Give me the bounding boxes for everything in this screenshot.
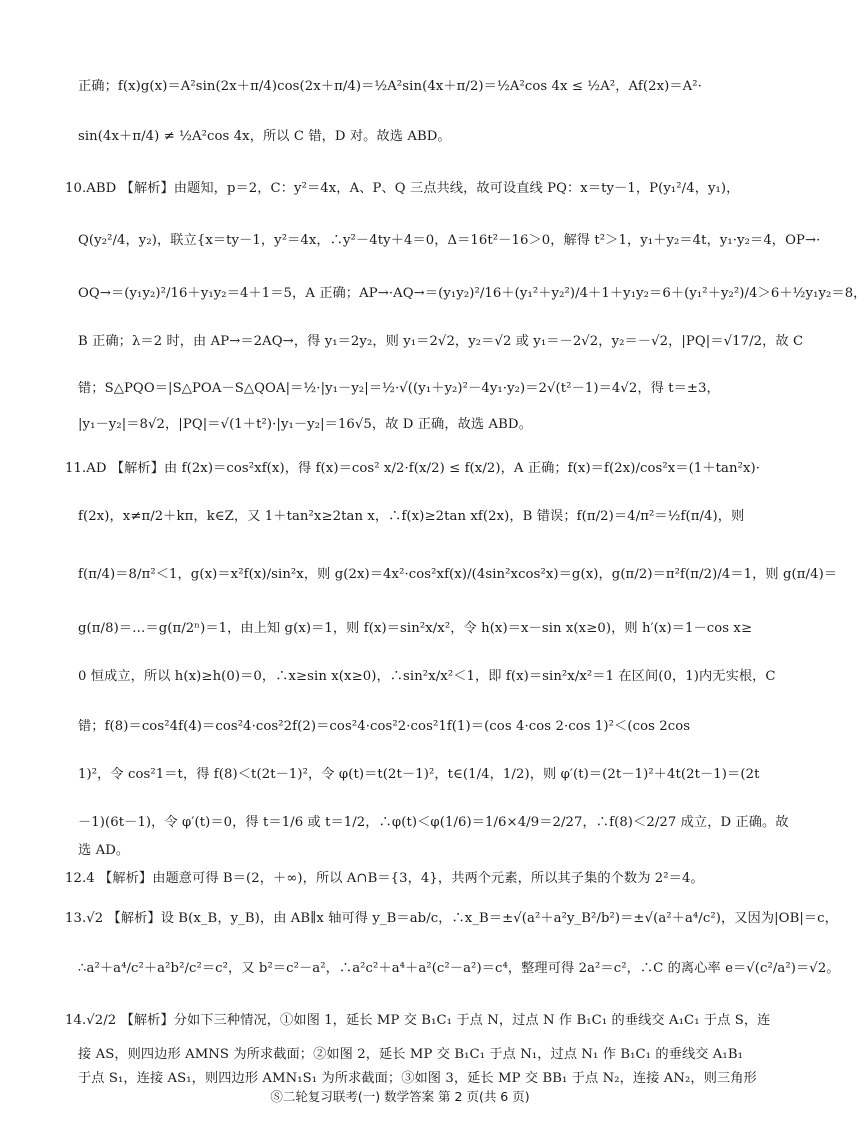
q10-header-line: 10.ABD 【解析】由题知，p＝2，C：y²＝4x，A、P、Q 三点共线，故可设直线 PQ：x＝ty－1，P(y₁²/4，y₁)， <box>65 181 740 196</box>
q12-line: 12.4 【解析】由题意可得 B＝(2，＋∞)，所以 A∩B＝{3，4}，共两个元素，所以其子集的个数为 2²＝4。 <box>65 871 704 886</box>
text-line-15: 1)²，令 cos²1＝t，得 f(8)＜t(2t－1)²，令 φ(t)＝t(2t－1)²，t∈(1/4，1/2)，则 φ′(t)＝(2t－1)²＋4t(2t－1)＝(2t <box>78 767 760 782</box>
text-line-13: 0 恒成立，所以 h(x)≥h(0)＝0，∴x≥sin x(x≥0)，∴sin²x/x²＜1，即 f(x)＝sin²x/x²＝1 在区间(0，1)内无实根，C <box>78 669 776 684</box>
page-footer: Ⓢ二轮复习联考(一) 数学答案 第 2 页(共 6 页) <box>270 1089 530 1104</box>
q14-header-line: 14.√2/2 【解析】分如下三种情况，①如图 1，延长 MP 交 B₁C₁ 于点 N，过点 N 作 B₁C₁ 的垂线交 A₁C₁ 于点 S，连 <box>65 1013 771 1028</box>
text-line-20: ∴a²＋a⁴/c²＋a²b²/c²＝c²，又 b²＝c²－a²，∴a²c²＋a⁴＋a²(c²－a²)＝c⁴，整理可得 2a²＝c²，∴C 的离心率 e＝√(c²/a²)＝√2。 <box>78 961 840 976</box>
text-line-14: 错；f(8)＝cos²4f(4)＝cos²4·cos²2f(2)＝cos²4·cos²2·cos²1f(1)＝(cos 4·cos 2·cos 1)²＜(cos 2cos <box>78 719 691 734</box>
text-line-8: |y₁－y₂|＝8√2，|PQ|＝√(1＋t²)·|y₁－y₂|＝16√5，故 D 正确，故选 ABD。 <box>78 417 532 432</box>
text-line-10: f(2x)，x≠π/2＋kπ，k∈Z，又 1＋tan²x≥2tan x，∴f(x)≥2tan xf(2x)，B 错误；f(π/2)＝4/π²＝½f(π/4)，则 <box>78 509 745 524</box>
text-line-23: 于点 S₁，连接 AS₁，则四边形 AMN₁S₁ 为所求截面；③如图 3，延长 MP 交 BB₁ 于点 N₂，连接 AN₂，则三角形 <box>78 1071 757 1086</box>
text-line-7: 错；S△PQO＝|S△POA－S△QOA|＝½·|y₁－y₂|＝½·√((y₁＋y₂)²－4y₁·y₂)＝2√(t²－1)＝4√2，得 t＝±3， <box>78 381 720 396</box>
q13-header-line: 13.√2 【解析】设 B(x_B，y_B)，由 AB∥x 轴可得 y_B＝ab/c，∴x_B＝±√(a²＋a²y_B²/b²)＝±√(a²＋a⁴/c²)，又因为|OB|＝c， <box>65 911 838 926</box>
text-line-16: －1)(6t－1)，令 φ′(t)＝0，得 t＝1/6 或 t＝1/2，∴φ(t)＜φ(1/6)＝1/6×4/9＝2/27，∴f(8)＜2/27 成立，D 正确。故 <box>78 815 789 830</box>
text-line-12: g(π/8)＝…＝g(π/2ⁿ)＝1，由上知 g(x)＝1，则 f(x)＝sin²x/x²，令 h(x)＝x－sin x(x≥0)，则 h′(x)＝1－cos x≥ <box>78 621 753 636</box>
text-line-11: f(π/4)＝8/π²＜1，g(x)＝x²f(x)/sin²x，则 g(2x)＝4x²·cos²xf(x)/(4sin²xcos²x)＝g(x)，g(π/2)＝π²f(π/2)/4＝1，则 g(π/4)＝ <box>78 567 838 582</box>
text-line-17: 选 AD。 <box>78 843 130 858</box>
q11-header-line: 11.AD 【解析】由 f(2x)＝cos²xf(x)，得 f(x)＝cos² x/2·f(x/2) ≤ f(x/2)，A 正确；f(x)＝f(2x)/cos²x＝(1＋tan²x)· <box>65 461 761 476</box>
text-line-6: B 正确；λ＝2 时，由 AP→＝2AQ→，得 y₁＝2y₂，则 y₁＝2√2，y₂＝√2 或 y₁＝－2√2，y₂＝－√2，|PQ|＝√17/2，故 C <box>78 334 804 349</box>
text-line-1: 正确；f(x)g(x)＝A²sin(2x＋π/4)cos(2x＋π/4)＝½A²sin(4x＋π/2)＝½A²cos 4x ≤ ½A²，Af(2x)＝A²· <box>78 79 702 94</box>
text-line-4: Q(y₂²/4，y₂)，联立{x＝ty－1，y²＝4x，∴y²－4ty＋4＝0，Δ＝16t²－16＞0，解得 t²＞1，y₁＋y₂＝4t，y₁·y₂＝4，OP→· <box>78 233 821 248</box>
text-line-2: sin(4x＋π/4) ≠ ½A²cos 4x，所以 C 错，D 对。故选 ABD。 <box>78 129 451 144</box>
text-line-5: OQ→＝(y₁y₂)²/16＋y₁y₂＝4＋1＝5，A 正确；AP→·AQ→＝(y₁y₂)²/16＋(y₁²＋y₂²)/4＋1＋y₁y₂＝6＋(y₁²＋y₂²)/4＞6＋½y₁y₂＝8， <box>78 286 866 301</box>
text-line-22: 接 AS，则四边形 AMNS 为所求截面；②如图 2，延长 MP 交 B₁C₁ 于点 N₁，过点 N₁ 作 B₁C₁ 的垂线交 A₁B₁ <box>78 1047 743 1062</box>
